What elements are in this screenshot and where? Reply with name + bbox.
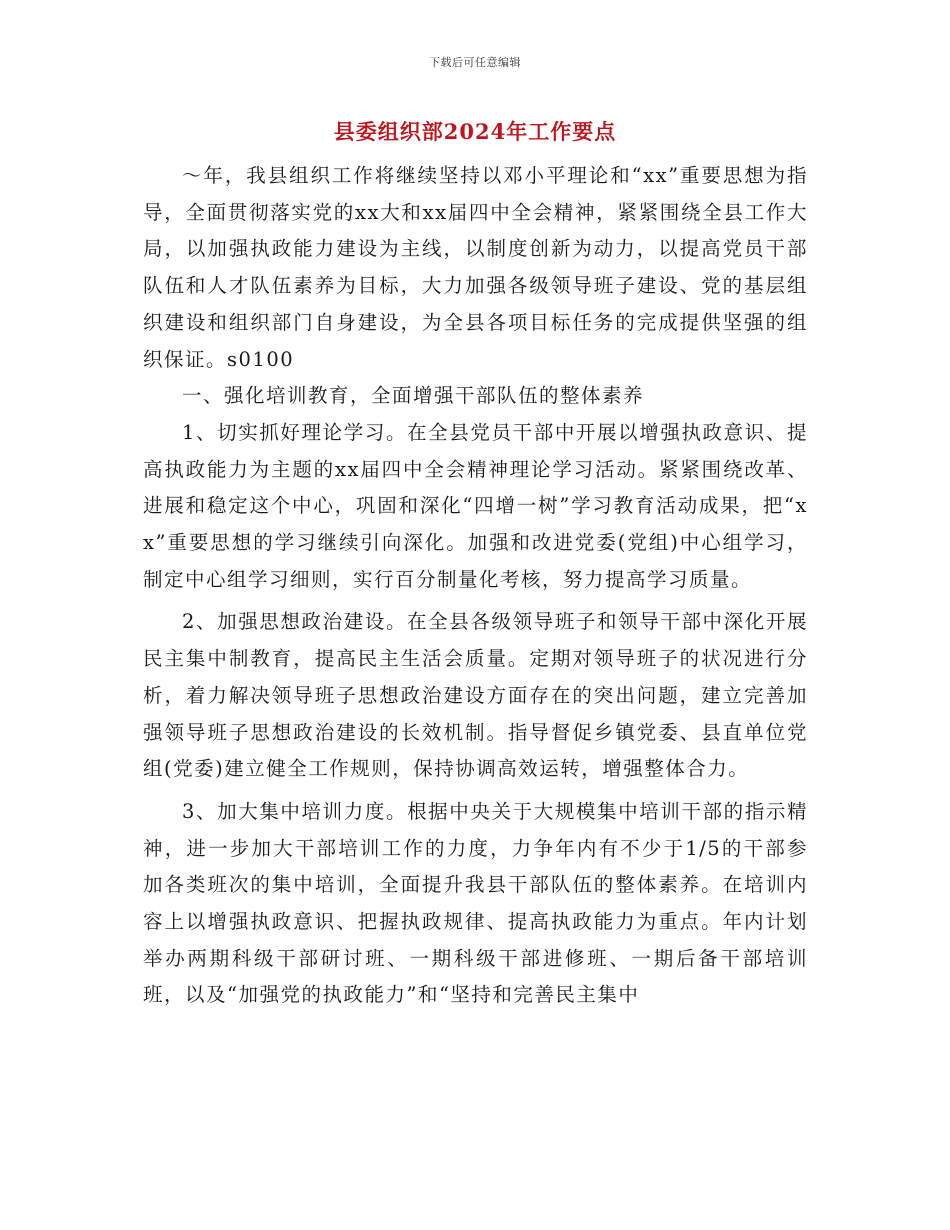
header-note: 下载后可任意编辑 xyxy=(429,56,521,69)
intro-paragraph: ～年，我县组织工作将继续坚持以邓小平理论和“xx”重要思想为指导，全面贯彻落实党的xx大和xx届四中全会精神，紧紧围绕全县工作大局，以加强执政能力建设为主线，以制度创新为动力，以提高党员干部队伍和人才队伍素养为目标，大力加强各级领导班子建设、党的基层组织建设和组织部门自身建设，为全县各项目标任务的完成提供坚强的组织保证。s0100 xyxy=(143,164,808,371)
item-paragraph-2: 2、加强思想政治建设。在全县各级领导班子和领导干部中深化开展民主集中制教育，提高民主生活会质量。定期对领导班子的状况进行分析，着力解决领导班子思想政治建设方面存在的突出问题，建立完善加强领导班子思想政治建设的长效机制。指导督促乡镇党委、县直单位党组(党委)建立健全工作规则，保持协调高效运转，增强整体合力。 xyxy=(143,610,808,781)
document-body xyxy=(143,158,808,1014)
document-title: 县委组织部2024年工作要点 xyxy=(333,119,617,144)
item-paragraph-1: 1、切实抓好理论学习。在全县党员干部中开展以增强执政意识、提高执政能力为主题的xx届四中全会精神理论学习活动。紧紧围绕改革、进展和稳定这个中心，巩固和深化“四增一树”学习教育活动成果，把“xx”重要思想的学习继续引向深化。加强和改进党委(党组)中心组学习，制定中心组学习细则，实行百分制量化考核，努力提高学习质量。 xyxy=(143,420,808,591)
section-heading-1: 一、强化培训教育，全面增强干部队伍的整体素养 xyxy=(182,384,645,408)
item-paragraph-3: 3、加大集中培训力度。根据中央关于大规模集中培训干部的指示精神，进一步加大干部培训工作的力度，力争年内有不少于1/5的干部参加各类班次的集中培训，全面提升我县干部队伍的整体素养。在培训内容上以增强执政意识、把握执政规律、提高执政能力为重点。年内计划举办两期科级干部研讨班、一期科级干部进修班、一期后备干部培训班，以及“加强党的执政能力”和“坚持和完善民主集中 xyxy=(143,799,808,1007)
